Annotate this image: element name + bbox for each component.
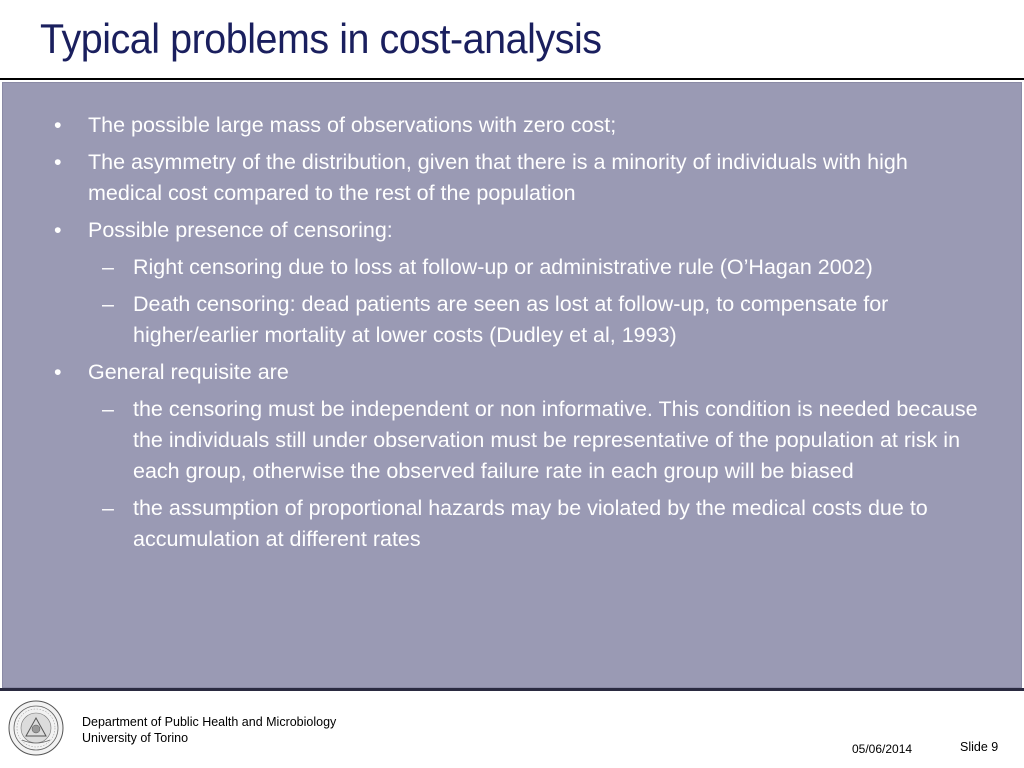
dash-marker: – xyxy=(102,292,114,316)
dash-marker: – xyxy=(102,397,114,421)
sub-bullet-text: the censoring must be independent or non informative. This condition is needed because the individuals still under observation must be representative of the population at risk in each group, otherwise the observed failure rate in each group will be biased xyxy=(133,397,978,483)
bullet-list xyxy=(50,110,985,561)
bullet-marker: • xyxy=(54,150,62,174)
content-panel-shadow xyxy=(0,688,1024,691)
footer-department: Department of Public Health and Microbiology xyxy=(82,715,337,729)
university-seal-icon xyxy=(8,700,64,756)
dash-marker: – xyxy=(102,496,114,520)
bullet-item xyxy=(50,357,985,388)
bullet-marker: • xyxy=(54,218,62,242)
sub-bullet-item xyxy=(50,394,985,487)
sub-bullet-text: Right censoring due to loss at follow-up or administrative rule (O’Hagan 2002) xyxy=(133,255,873,279)
bullet-text: General requisite are xyxy=(88,360,289,384)
bullet-item xyxy=(50,215,985,246)
sub-bullet-text: the assumption of proportional hazards may be violated by the medical costs due to accumulation at different rates xyxy=(133,496,928,551)
title-divider xyxy=(0,78,1024,80)
footer-affiliation xyxy=(82,714,336,746)
footer-university: University of Torino xyxy=(82,731,189,745)
slide-title: Typical problems in cost-analysis xyxy=(40,15,602,62)
sub-bullet-item xyxy=(50,493,985,555)
slide-number: Slide 9 xyxy=(960,740,999,754)
bullet-text: Possible presence of censoring: xyxy=(88,218,393,242)
sub-bullet-item xyxy=(50,289,985,351)
bullet-item xyxy=(50,110,985,141)
sub-bullet-item xyxy=(50,252,985,283)
bullet-item xyxy=(50,147,985,209)
bullet-marker: • xyxy=(54,113,62,137)
sub-bullet-text: Death censoring: dead patients are seen as lost at follow-up, to compensate for higher/earlier mortality at lower costs (Dudley et al, 1993) xyxy=(133,292,889,347)
dash-marker: – xyxy=(102,255,114,279)
bullet-text: The possible large mass of observations with zero cost; xyxy=(88,113,617,137)
bullet-text: The asymmetry of the distribution, given that there is a minority of individuals with high medical cost compared to the rest of the population xyxy=(88,150,908,205)
bullet-marker: • xyxy=(54,360,62,384)
footer-date: 05/06/2014 xyxy=(852,742,913,756)
